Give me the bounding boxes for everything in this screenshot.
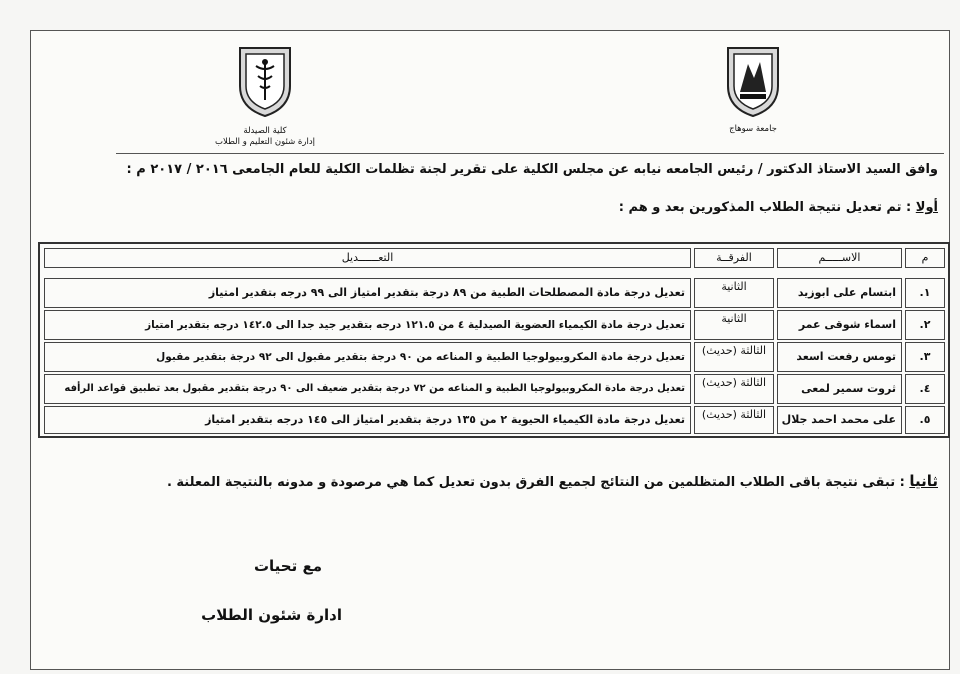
university-caption: جامعة سوهاج (729, 124, 777, 134)
header-name: الاســـــم (777, 248, 902, 268)
first-label: أولا (915, 200, 938, 215)
row-5-name: على محمد احمد جلال (777, 406, 902, 434)
row-2-name: اسماء شوقى عمر (777, 310, 902, 340)
faculty-department: إدارة شئون التعليم و الطلاب (215, 137, 315, 147)
second-text: : تبقى نتيجة باقى الطلاب المتظلمين من النتائج لجميع الفرق بدون تعديل كما هي مرصودة و مدونه بالنتيجة المعلنة . (166, 475, 905, 490)
row-4-amendment: تعديل درجة مادة المكروبيولوجيا الطبية و المناعه من ٧٢ درجة بتقدير ضعيف الى ٩٠ درجة بتقدير مقبول بعد تطبيق قواعد الرأفه (44, 374, 691, 404)
signature: ادارة شئون الطلاب (201, 606, 342, 624)
row-1-index: ١. (905, 278, 945, 308)
header-amendment: التعــــــديل (44, 248, 691, 268)
header-divider (116, 153, 944, 154)
row-2-grade: الثانية (694, 310, 774, 340)
amendments-table (38, 242, 950, 438)
faculty-name: كلية الصيدلة (243, 126, 287, 136)
row-3-amendment: تعديل درجة مادة المكروبيولوجيا الطبية و المناعه من ٩٠ درجة بتقدير مقبول الى ٩٢ درجة بتقدير مقبول (44, 342, 691, 372)
row-2-index: ٢. (905, 310, 945, 340)
row-4-index: ٤. (905, 374, 945, 404)
first-text: : تم تعديل نتيجة الطلاب المذكورين بعد و هم : (618, 200, 912, 215)
university-seal-logo (720, 42, 786, 118)
row-3-index: ٣. (905, 342, 945, 372)
intro-text: وافق السيد الاستاذ الدكتور / رئيس الجامعه نيابه عن مجلس الكلية على تقرير لجنة تظلمات الكلية للعام الجامعى ٢٠١٦ / ٢٠١٧ م : (126, 162, 938, 177)
row-3-name: تومس رفعت اسعد (777, 342, 902, 372)
row-1-amendment: تعديل درجة مادة المصطلحات الطبية من ٨٩ درجة بتقدير امتياز الى ٩٩ درجه بتقدير امتياز (44, 278, 691, 308)
row-4-grade: الثالثة (حديث) (694, 374, 774, 404)
greeting: مع تحيات (253, 557, 322, 575)
first-clause (619, 200, 938, 215)
row-5-amendment: تعديل درجة مادة الكيمياء الحيوية ٢ من ١٣٥ درجة بتقدير امتياز الى ١٤٥ درجه بتقدير امتياز (44, 406, 691, 434)
row-4-name: ثروت سمير لمعى (777, 374, 902, 404)
row-1-name: ابتسام على ابوزيد (777, 278, 902, 308)
row-5-index: ٥. (905, 406, 945, 434)
faculty-caption (208, 126, 322, 148)
second-label: ثانيا (909, 472, 938, 490)
header-index: م (905, 248, 945, 268)
row-2-amendment: تعديل درجة مادة الكيمياء العضوية الصيدلية ٤ من ١٢١.٥ درجه بتقدير جيد جدا الى ١٤٢.٥ درجه بتقدير امتياز (44, 310, 691, 340)
row-3-grade: الثالثة (حديث) (694, 342, 774, 372)
second-clause (167, 472, 938, 490)
faculty-seal-logo (232, 42, 298, 118)
header-grade: الفرقــة (694, 248, 774, 268)
row-1-grade: الثانية (694, 278, 774, 308)
row-5-grade: الثالثة (حديث) (694, 406, 774, 434)
